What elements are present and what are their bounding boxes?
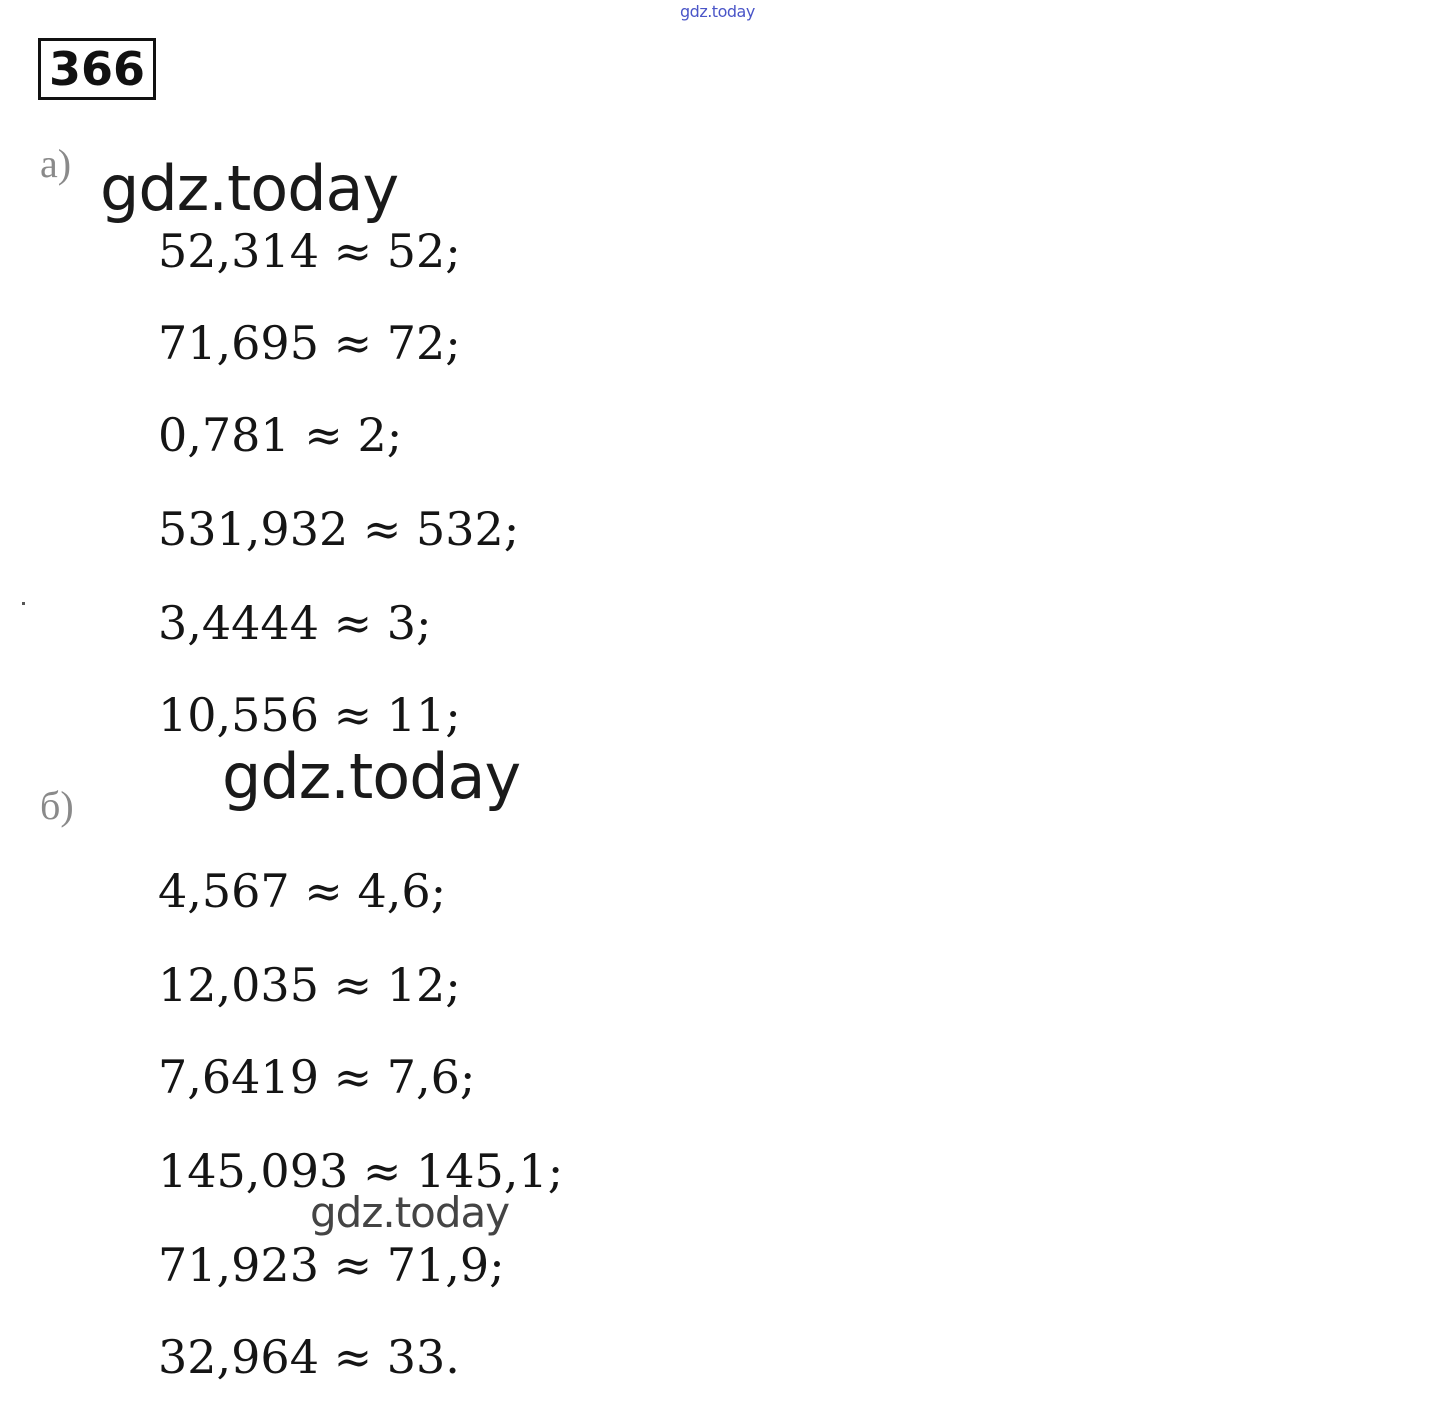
problem-number: 366 xyxy=(38,38,156,100)
part-a-line-2: 71,695 ≈ 72; xyxy=(158,316,461,370)
part-a-line-6: 10,556 ≈ 11; xyxy=(158,688,461,742)
part-b-line-4: 145,093 ≈ 145,1; xyxy=(158,1144,564,1198)
part-b-label: б) xyxy=(40,783,74,828)
part-a-line-1: 52,314 ≈ 52; xyxy=(158,224,461,278)
part-a-line-4: 531,932 ≈ 532; xyxy=(158,502,520,556)
header-watermark: gdz.today xyxy=(680,2,755,21)
watermark-text: gdz.today xyxy=(222,740,521,813)
part-b-line-1: 4,567 ≈ 4,6; xyxy=(158,864,447,918)
part-b-line-6: 32,964 ≈ 33. xyxy=(158,1330,460,1384)
part-b-line-2: 12,035 ≈ 12; xyxy=(158,958,461,1012)
scan-speck xyxy=(22,602,25,605)
part-a-line-5: 3,4444 ≈ 3; xyxy=(158,596,432,650)
part-b-line-5: 71,923 ≈ 71,9; xyxy=(158,1238,505,1292)
watermark-text: gdz.today xyxy=(310,1188,510,1237)
part-a-line-3: 0,781 ≈ 2; xyxy=(158,408,403,462)
part-b-line-3: 7,6419 ≈ 7,6; xyxy=(158,1050,476,1104)
watermark-text: gdz.today xyxy=(100,152,399,225)
part-a-label: а) xyxy=(40,141,72,186)
